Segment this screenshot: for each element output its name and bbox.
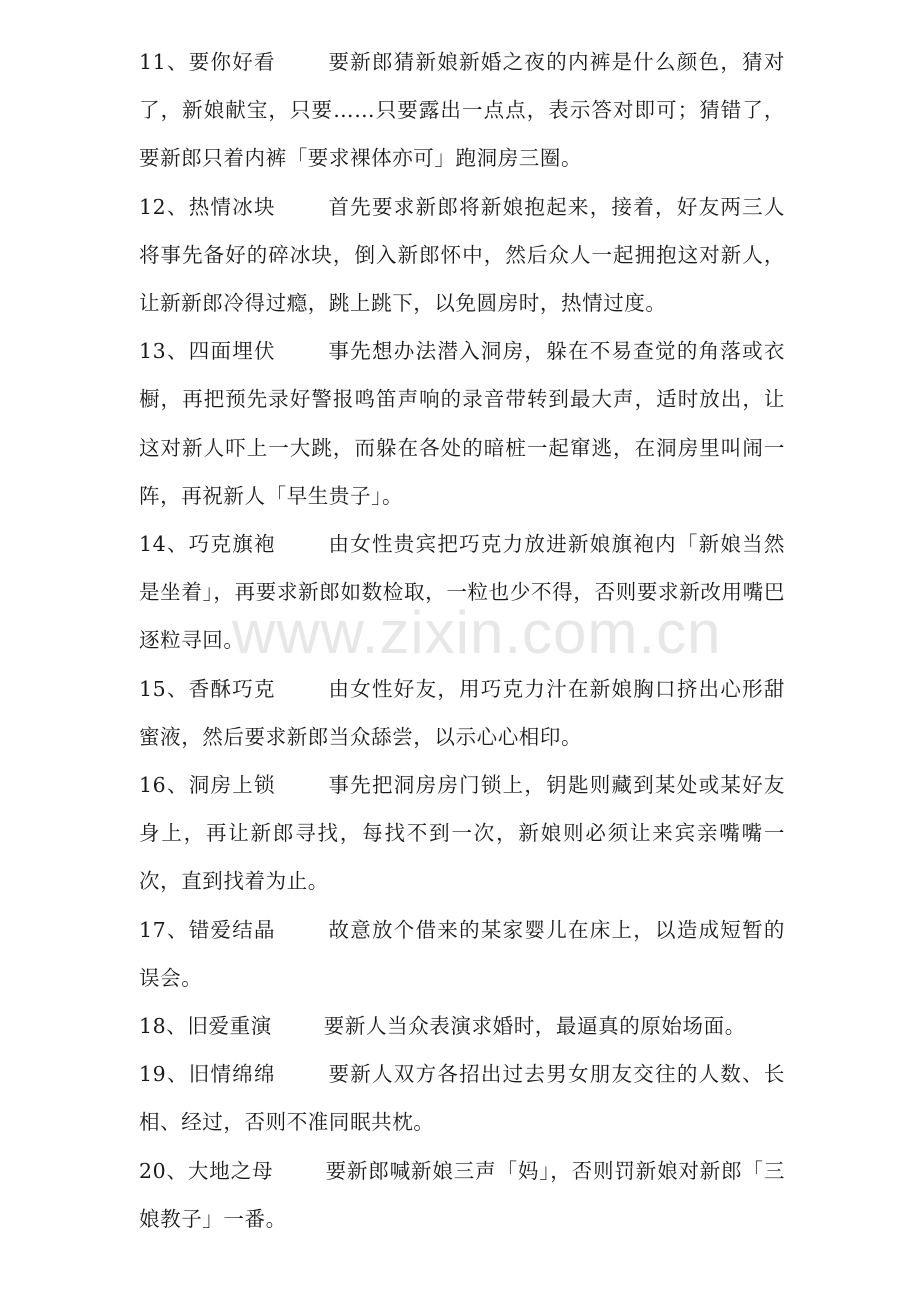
list-item [139,761,785,906]
item-title: 热情冰块 [188,194,276,219]
list-item [139,665,785,761]
item-title: 洞房上锁 [188,773,276,798]
item-text: 事先把洞房房门锁上，钥匙则藏到某处或某好友身上，再让新郎寻找，每找不到一次，新娘则必须让来宾亲嘴嘴一次，直到找着为止。 [139,773,785,894]
item-text: 故意放个借来的某家婴儿在床上，以造成短暂的误会。 [139,917,785,990]
item-number: 14、 [139,532,189,557]
item-title: 四面埋伏 [188,339,276,364]
list-item [139,906,785,1002]
item-text: 首先要求新郎将新娘抱起来，接着，好友两三人将事先备好的碎冰块，倒入新郎怀中，然后众人一起拥抱这对新人，让新新郎冷得过瘾，跳上跳下，以免圆房时，热情过度。 [139,194,785,316]
item-text: 要新人双方各招出过去男女朋友交往的人数、长相、经过，否则不准同眠共枕。 [139,1062,785,1135]
watermark: www.zixin.com.cn [232,599,722,666]
item-text: 由女性贵宾把巧克力放进新娘旗袍内「新娘当然是坐着」，再要求新郎如数检取，一粒也少不得，否则要求新改用嘴巴逐粒寻回。 [139,532,785,653]
list-item [139,1050,785,1146]
item-title: 要你好看 [188,50,276,74]
list-item [139,38,785,183]
item-title: 旧情绵绵 [188,1062,276,1087]
item-number: 20、 [139,1158,188,1183]
item-number: 15、 [139,676,189,701]
item-number: 13、 [139,339,189,364]
item-text: 要新郎猜新娘新婚之夜的内裤是什么颜色，猜对了，新娘献宝，只要……只要露出一点点，表示答对即可；猜错了，要新郎只着内裤「要求裸体亦可」跑洞房三圈。 [139,50,785,171]
list-item [139,1147,785,1243]
item-number: 16、 [139,773,189,798]
list-item [139,520,785,665]
item-title: 巧克旗袍 [188,532,276,557]
item-number: 18、 [139,1014,188,1039]
item-number: 11、 [139,50,189,74]
item-number: 17、 [139,917,189,942]
item-title: 香酥巧克 [188,676,276,701]
item-number: 19、 [139,1062,189,1087]
document-body [139,38,785,1243]
item-number: 12、 [139,194,189,219]
list-item [139,183,785,328]
item-text: 要新郎喊新娘三声「妈」，否则罚新娘对新郎「三娘教子」一番。 [139,1158,785,1231]
item-text: 由女性好友，用巧克力汁在新娘胸口挤出心形甜蜜液，然后要求新郎当众舔尝，以示心心相印。 [139,676,785,749]
item-text: 事先想办法潜入洞房，躲在不易查觉的角落或衣橱，再把预先录好警报鸣笛声响的录音带转到最大声，适时放出，让这对新人吓上一大跳，而躲在各处的暗桩一起窜逃，在洞房里叫闹一阵，再祝新人「早生贵子」。 [139,339,785,508]
item-title: 大地之母 [187,1158,274,1183]
list-item [139,327,785,520]
item-title: 错爱结晶 [188,917,276,942]
item-text: 要新人当众表演求婚时，最逼真的原始场面。 [323,1014,746,1039]
item-title: 旧爱重演 [187,1014,272,1039]
list-item [139,1002,785,1050]
